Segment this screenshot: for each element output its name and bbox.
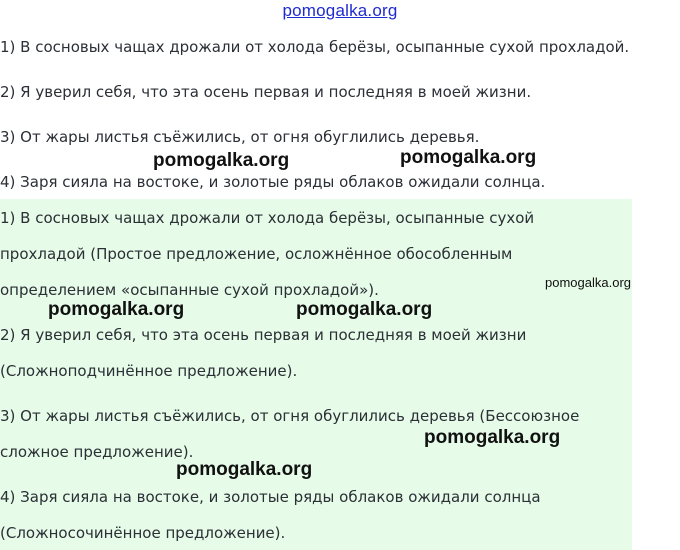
- answer-line-7: сложное предложение).: [0, 443, 194, 461]
- answer-line-5: (Сложноподчинённое предложение).: [0, 362, 298, 380]
- answer-line-4: 2) Я уверил себя, что эта осень первая и последняя в моей жизни: [0, 326, 527, 344]
- answer-line-8: 4) Заря сияла на востоке, и золотые ряды облаков ожидали солнца: [0, 488, 541, 506]
- answer-line-2: прохладой (Простое предложение, осложнённое обособленным: [0, 245, 513, 263]
- task-sentence-2: 2) Я уверил себя, что эта осень первая и последняя в моей жизни.: [0, 83, 532, 101]
- answer-line-3: определением «осыпанные сухой прохладой»).: [0, 281, 379, 299]
- task-sentence-4: 4) Заря сияла на востоке, и золотые ряды облаков ожидали солнца.: [0, 173, 546, 191]
- answer-line-6: 3) От жары листья съёжились, от огня обуглились деревья (Бессоюзное: [0, 407, 580, 425]
- answer-line-9: (Сложносочинённое предложение).: [0, 524, 286, 542]
- watermark: pomogalka.org: [400, 147, 537, 168]
- watermark: pomogalka.org: [48, 299, 185, 320]
- watermark: pomogalka.org: [176, 459, 313, 480]
- watermark: pomogalka.org: [424, 427, 561, 448]
- site-title-link[interactable]: pomogalka.org: [282, 1, 398, 20]
- answer-line-1: 1) В сосновых чащах дрожали от холода берёзы, осыпанные сухой: [0, 209, 535, 227]
- watermark: pomogalka.org: [296, 299, 433, 320]
- watermark: pomogalka.org: [153, 150, 290, 171]
- task-sentence-3: 3) От жары листья съёжились, от огня обуглились деревья.: [0, 128, 480, 146]
- watermark: pomogalka.org: [545, 275, 631, 290]
- task-sentence-1: 1) В сосновых чащах дрожали от холода берёзы, осыпанные сухой прохладой.: [0, 38, 630, 56]
